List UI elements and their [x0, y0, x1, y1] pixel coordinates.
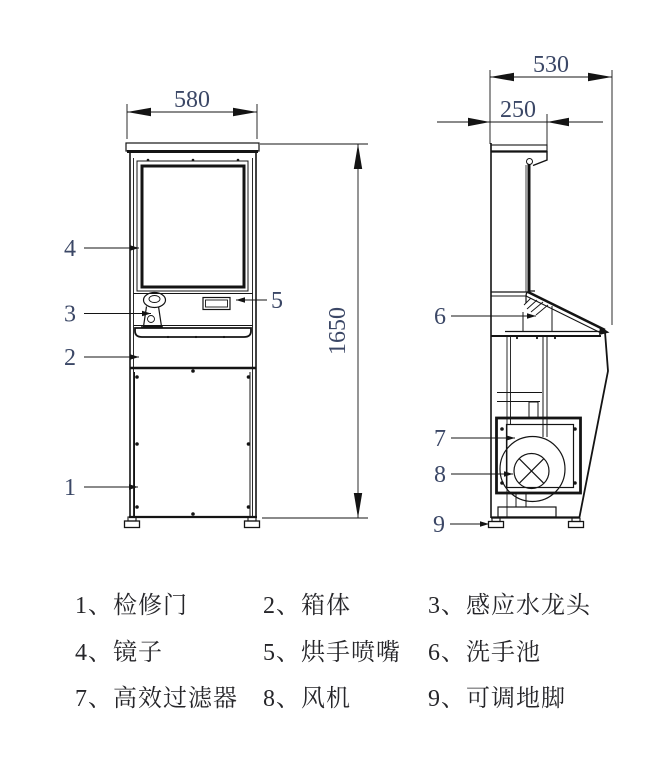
dim-label-depth-total: 530: [533, 52, 569, 78]
mirror-panel: [134, 159, 253, 294]
side-mirror-section: [526, 164, 529, 293]
legend-item-3: 3、感应水龙头: [428, 593, 591, 619]
sink-lip-front: [134, 326, 253, 339]
dim-label-width: 580: [174, 87, 210, 113]
hand-dryer-nozzle: [203, 298, 230, 310]
callout-label-8: 8: [434, 462, 446, 488]
legend-item-5: 5、烘手喷嘴: [263, 640, 401, 666]
dimension-height-1650: [260, 144, 368, 518]
front-cabinet-outline: [129, 152, 257, 517]
front-top-cap: [126, 143, 259, 152]
front-feet: [125, 517, 260, 528]
dim-label-height: 1650: [325, 307, 351, 355]
dimension-width-580: [127, 87, 257, 139]
legend-item-8: 8、风机: [263, 686, 351, 712]
sensor-faucet-front: [141, 293, 166, 328]
access-door: [135, 369, 251, 517]
callout-3-sensor-faucet: [64, 302, 151, 328]
legend-item-6: 6、洗手池: [428, 640, 541, 666]
callout-1-access-door: [64, 475, 138, 501]
callout-2-cabinet-body: [64, 345, 139, 371]
front-view: [125, 143, 260, 528]
callout-9-adjustable-feet: [433, 512, 489, 538]
wash-sink-section: [491, 291, 610, 339]
callout-label-4: 4: [64, 236, 76, 262]
callout-6-wash-sink: [434, 304, 536, 330]
side-feet: [489, 518, 584, 528]
callout-label-3: 3: [64, 301, 76, 328]
side-view: [489, 143, 610, 528]
callout-label-7: 7: [434, 426, 446, 452]
dimension-depth-250: [437, 97, 603, 146]
callout-label-5: 5: [271, 288, 283, 314]
legend-item-4: 4、镜子: [75, 640, 163, 666]
callout-label-6: 6: [434, 304, 446, 330]
side-back-edge: [580, 332, 609, 517]
callout-5-dryer-nozzle: [236, 288, 283, 314]
callout-label-2: 2: [64, 345, 76, 371]
legend-item-1: 1、检修门: [75, 593, 188, 619]
legend-item-7: 7、高效过滤器: [75, 686, 238, 712]
callout-label-1: 1: [64, 475, 76, 501]
dim-label-depth-top: 250: [500, 97, 536, 123]
callout-label-9: 9: [433, 512, 445, 538]
callout-4-mirror: [64, 236, 139, 262]
side-cabinet-internals: [491, 337, 580, 518]
legend-item-9: 9、可调地脚: [428, 686, 566, 712]
fan: [498, 437, 565, 518]
legend-item-2: 2、箱体: [263, 593, 351, 619]
side-top-cap: [491, 145, 547, 166]
dimension-depth-530: [490, 52, 612, 325]
